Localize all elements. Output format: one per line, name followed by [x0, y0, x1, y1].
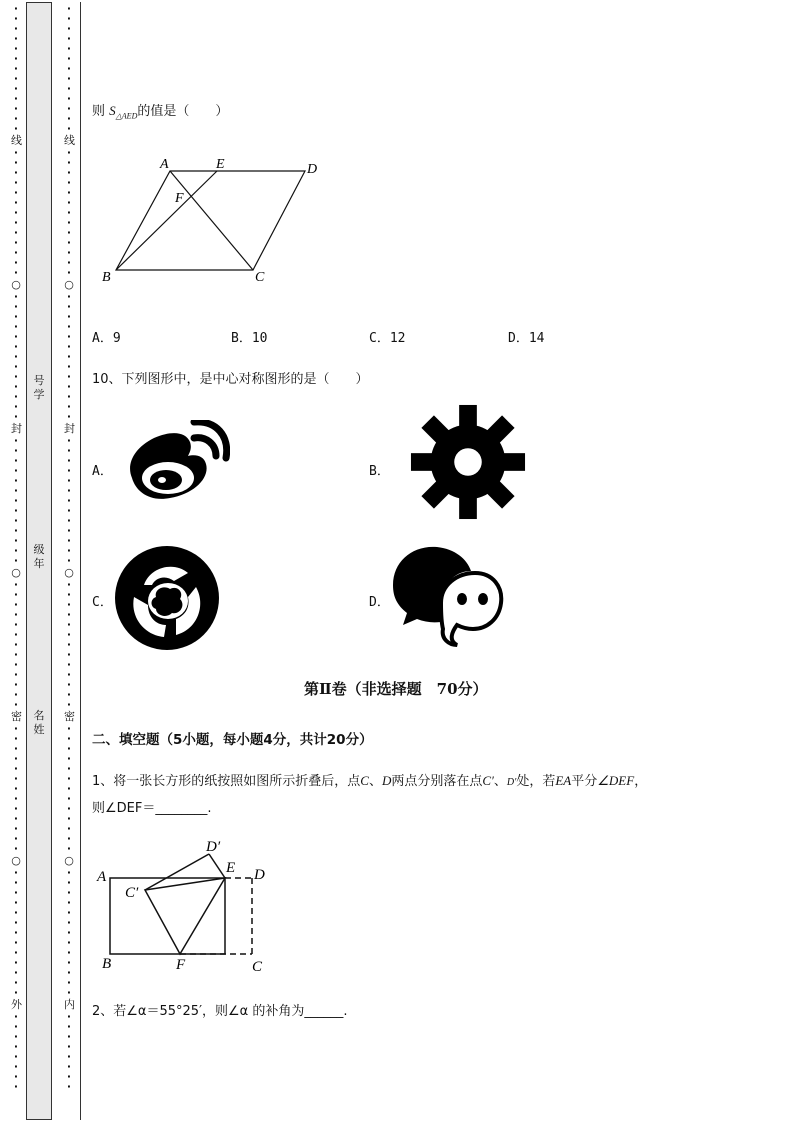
label-D: D [307, 162, 318, 177]
q10-question: 10、下列图形中，是中心对称图形的是（ ） [92, 372, 369, 387]
fill1-text-d: 平分 [571, 774, 598, 789]
label-C-prime: C′ [125, 885, 139, 901]
margin-char: 线 [11, 134, 22, 147]
margin-char: 封 [64, 422, 75, 435]
fill1-line1 [92, 770, 647, 789]
label-A: A [160, 157, 169, 172]
binding-margin-line [80, 2, 81, 1120]
margin-char: 密 [64, 710, 75, 723]
weibo-logo-icon [124, 420, 230, 504]
margin-char: ○ [11, 854, 21, 867]
q9-prefix: 则 [92, 104, 110, 119]
fill1-sep: 、 [493, 774, 507, 789]
q9-s-subscript: △AED [115, 111, 138, 121]
fill1-text-e: ， [634, 774, 648, 789]
q9-s-symbol: S [109, 103, 116, 118]
margin-char: ○ [64, 854, 74, 867]
q10-option-c: C． [92, 595, 113, 610]
label-B: B [102, 956, 112, 972]
label-D-prime: D′ [206, 839, 221, 855]
margin-char: 线 [64, 134, 75, 147]
fill1-comma: 、 [368, 774, 382, 789]
q9-option-a: A．9 [92, 331, 121, 346]
margin-char: ○ [11, 566, 21, 579]
name-label [31, 709, 47, 737]
q9-suffix: 的值是（ ） [137, 104, 229, 119]
chat-bubble-icon [391, 543, 505, 648]
fill1-segment-ea: EA [555, 773, 572, 788]
q9-option-c: C．12 [369, 331, 406, 346]
exam-number-label [31, 374, 47, 402]
margin-char: ○ [64, 278, 74, 291]
margin-char: ○ [64, 566, 74, 579]
label-F: F [176, 957, 186, 973]
label-C: C [252, 959, 263, 975]
q9-option-b: B．10 [231, 331, 268, 346]
label-E: E [226, 860, 236, 876]
fill1-text-a: 1、将一张长方形的纸按照如图所示折叠后，点 [92, 774, 361, 789]
grade-label [31, 543, 47, 571]
label-E: E [216, 157, 225, 172]
camera-shutter-logo-icon [114, 545, 220, 651]
margin-char: ○ [11, 278, 21, 291]
fill1-angle-def: ∠DEF [597, 773, 635, 788]
name-label-text: 名姓 [33, 709, 45, 736]
fill1-text-b: 两点分别落在点 [391, 774, 483, 789]
label-A: A [97, 869, 107, 885]
margin-char: 密 [11, 710, 22, 723]
part-two-title: 第Ⅱ卷（非选择题 70分） [304, 680, 488, 698]
label-C: C [255, 270, 265, 285]
q9-stem [92, 100, 228, 121]
folded-rectangle-figure [94, 834, 284, 976]
q9-option-d: D．14 [508, 331, 545, 346]
q10-option-a: A． [92, 464, 113, 479]
margin-char: 外 [11, 998, 22, 1011]
grade-label-text: 级年 [33, 543, 45, 570]
parallelogram-figure [95, 150, 335, 290]
fill1-line2: 则∠DEF＝________. [92, 801, 212, 816]
section-fill-in-heading: 二、填空题（5小题，每小题4分，共计20分） [92, 732, 373, 748]
fill1-point-d-prime: D′ [506, 777, 517, 788]
fill1-text-c: 处，若 [516, 774, 556, 789]
fill1-point-d: D [381, 773, 392, 788]
fill1-point-c-prime: C′ [482, 773, 494, 788]
label-B: B [102, 270, 111, 285]
label-F: F [175, 191, 184, 206]
q10-option-d: D． [369, 595, 390, 610]
label-D: D [254, 867, 265, 883]
margin-char: 内 [64, 998, 75, 1011]
margin-char: 封 [11, 422, 22, 435]
gear-icon [408, 403, 528, 521]
exam-number-label-text: 号学 [33, 374, 45, 401]
right-margin-column: · · · · · · · · · · · · · 线 · · · · · · · · · · · · · ○ · · · · · · · · · · · · · 封 · · · · · · · · · · · · · ○ · · · · · · · · · · · · · 密 · · · · · · · · · · · · · ○ · · · · · · · · · · · · · 内 · · · · · · · · [64, 2, 75, 1093]
fill2-question: 2、若∠α＝55°25′，则∠α 的补角为______. [92, 1004, 348, 1019]
fill1-point-c: C [360, 773, 369, 788]
q10-option-b: B． [369, 464, 390, 479]
left-margin-column: · · · · · · · · · · · · · 线 · · · · · · · · · · · · · ○ · · · · · · · · · · · · · 封 · · · · · · · · · · · · · ○ · · · · · · · · · · · · · 密 · · · · · · · · · · · · · ○ · · · · · · · · · · · · · 外 · · · · · · · · [11, 2, 22, 1093]
